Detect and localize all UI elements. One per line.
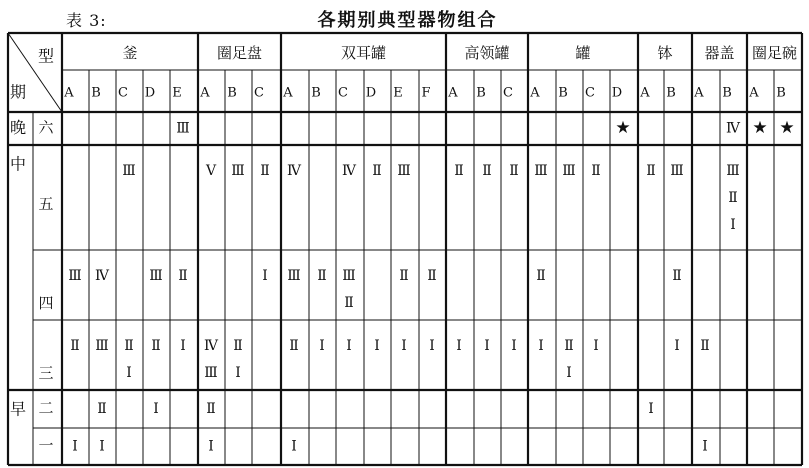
cell-value: Ⅰ	[99, 438, 105, 455]
cell-value: Ⅱ	[70, 338, 80, 354]
cell-value: Ⅱ	[591, 163, 601, 179]
cell-value: Ⅰ	[180, 338, 186, 354]
cell-value: Ⅱ	[427, 268, 437, 284]
subtype-label: A	[530, 85, 540, 101]
stage-label: 三	[38, 364, 54, 382]
cell-value: Ⅰ	[401, 338, 407, 354]
table-number: 表 3:	[66, 11, 107, 30]
subtype-label: D	[611, 85, 623, 101]
cell-value: Ⅱ	[672, 268, 682, 284]
cell-value: Ⅰ	[456, 338, 462, 354]
group-header-7: 圈足碗	[751, 44, 798, 62]
cell-value: Ⅳ	[342, 163, 356, 179]
subtype-label: C	[254, 85, 264, 101]
subtype-label: A	[64, 85, 74, 101]
cell-value: Ⅲ	[670, 163, 684, 179]
group-header-4: 罐	[575, 44, 591, 62]
cell-value: Ⅰ	[702, 438, 708, 455]
cell-value: Ⅲ	[176, 120, 190, 137]
cell-value: Ⅳ	[95, 268, 109, 284]
cell-value: Ⅲ	[726, 163, 740, 179]
period-label-1: 中	[9, 154, 27, 174]
subtype-label: C	[338, 85, 348, 101]
subtype-label: C	[118, 85, 128, 101]
cell-value: Ⅰ	[538, 338, 544, 354]
cell-value: Ⅰ	[235, 365, 241, 381]
subtype-label: D	[144, 85, 156, 101]
subtype-label: C	[503, 85, 513, 101]
subtype-label: B	[476, 85, 486, 101]
cell-value: Ⅱ	[646, 163, 656, 179]
cell-value: Ⅳ	[726, 120, 740, 137]
cell-value: Ⅲ	[122, 163, 136, 179]
cell-value: Ⅰ	[484, 338, 490, 354]
cell-value: Ⅱ	[399, 268, 409, 284]
cell-value: Ⅰ	[346, 338, 352, 354]
cell-value: Ⅲ	[397, 163, 411, 179]
group-header-6: 器盖	[704, 44, 735, 62]
cell-value: Ⅰ	[208, 438, 214, 455]
subtype-label: A	[200, 85, 210, 101]
subtype-label: A	[448, 85, 458, 101]
table-title: 各期别典型器物组合	[317, 10, 498, 31]
cell-value: Ⅱ	[700, 338, 710, 354]
cell-value: Ⅲ	[95, 338, 109, 354]
subtype-label: B	[311, 85, 321, 101]
cell-value: Ⅰ	[319, 338, 325, 354]
cell-value: Ⅲ	[287, 268, 301, 284]
stage-label: 二	[38, 399, 54, 417]
group-header-0: 釜	[122, 44, 138, 62]
cell-value: Ⅰ	[374, 338, 380, 354]
cell-value: Ⅲ	[68, 268, 82, 284]
cell-value: Ⅰ	[674, 338, 680, 354]
cell-value: Ⅱ	[124, 338, 134, 354]
cell-value: ★	[615, 118, 631, 138]
stage-label: 六	[38, 118, 54, 137]
subtype-label: E	[172, 85, 182, 101]
subtype-label: A	[694, 85, 704, 101]
subtype-label: B	[776, 85, 786, 101]
stage-label: 四	[38, 294, 54, 312]
cell-value: Ⅱ	[482, 163, 492, 179]
cell-value: Ⅰ	[730, 217, 736, 233]
period-label-2: 早	[9, 399, 27, 419]
period-label-0: 晚	[9, 118, 27, 137]
cell-value: Ⅱ	[344, 295, 354, 311]
subtype-label: A	[640, 85, 650, 101]
group-header-5: 钵	[657, 44, 673, 62]
cell-value: Ⅲ	[231, 163, 245, 179]
subtype-label: A	[749, 85, 759, 101]
cell-value: Ⅰ	[126, 365, 132, 381]
cell-value: Ⅲ	[204, 365, 218, 381]
cell-value: Ⅱ	[372, 163, 382, 179]
cell-value: Ⅱ	[536, 268, 546, 284]
cell-value: Ⅳ	[287, 163, 301, 179]
cell-value: Ⅱ	[151, 338, 161, 354]
cell-value: Ⅲ	[534, 163, 548, 179]
cell-value: Ⅱ	[509, 163, 519, 179]
cell-value: Ⅲ	[149, 268, 163, 284]
cell-value: Ⅳ	[204, 338, 218, 354]
cell-value: Ⅱ	[728, 190, 738, 206]
subtype-label: E	[393, 85, 403, 101]
cell-value: Ⅰ	[511, 338, 517, 354]
group-header-2: 双耳罐	[340, 44, 387, 62]
subtype-label: B	[666, 85, 676, 101]
cell-value: Ⅱ	[97, 401, 107, 417]
cell-value: Ⅰ	[593, 338, 599, 354]
cell-value: Ⅰ	[291, 438, 297, 455]
cell-value: Ⅱ	[260, 163, 270, 179]
cell-value: Ⅰ	[153, 401, 159, 417]
subtype-label: D	[365, 85, 377, 101]
cell-value: Ⅰ	[262, 268, 268, 284]
subtype-label: C	[585, 85, 595, 101]
cell-value: Ⅴ	[205, 163, 217, 179]
subtype-label: B	[722, 85, 732, 101]
cell-value: Ⅲ	[342, 268, 356, 284]
cell-value: Ⅱ	[289, 338, 299, 354]
cell-value: Ⅰ	[566, 365, 572, 381]
subtype-label: B	[91, 85, 101, 101]
group-header-3: 高领罐	[464, 44, 510, 62]
subtype-label: B	[558, 85, 568, 101]
cell-value: Ⅱ	[178, 268, 188, 284]
cell-value: Ⅱ	[317, 268, 327, 284]
corner-type-label: 型	[37, 46, 55, 66]
subtype-label: F	[421, 85, 431, 101]
corner-period-label: 期	[9, 82, 27, 102]
cell-value: Ⅰ	[648, 401, 654, 417]
cell-value: ★	[779, 118, 795, 138]
subtype-label: B	[227, 85, 237, 101]
stage-label: 五	[38, 195, 54, 213]
cell-value: Ⅱ	[564, 338, 574, 354]
cell-value: Ⅲ	[562, 163, 576, 179]
subtype-label: A	[283, 85, 293, 101]
cell-value: Ⅱ	[454, 163, 464, 179]
cell-value: Ⅱ	[233, 338, 243, 354]
cell-value: Ⅰ	[72, 438, 78, 455]
cell-value: Ⅱ	[206, 401, 216, 417]
cell-value: ★	[752, 118, 768, 138]
stage-label: 一	[38, 436, 54, 455]
cell-value: Ⅰ	[429, 338, 435, 354]
group-header-1: 圈足盘	[216, 44, 263, 62]
